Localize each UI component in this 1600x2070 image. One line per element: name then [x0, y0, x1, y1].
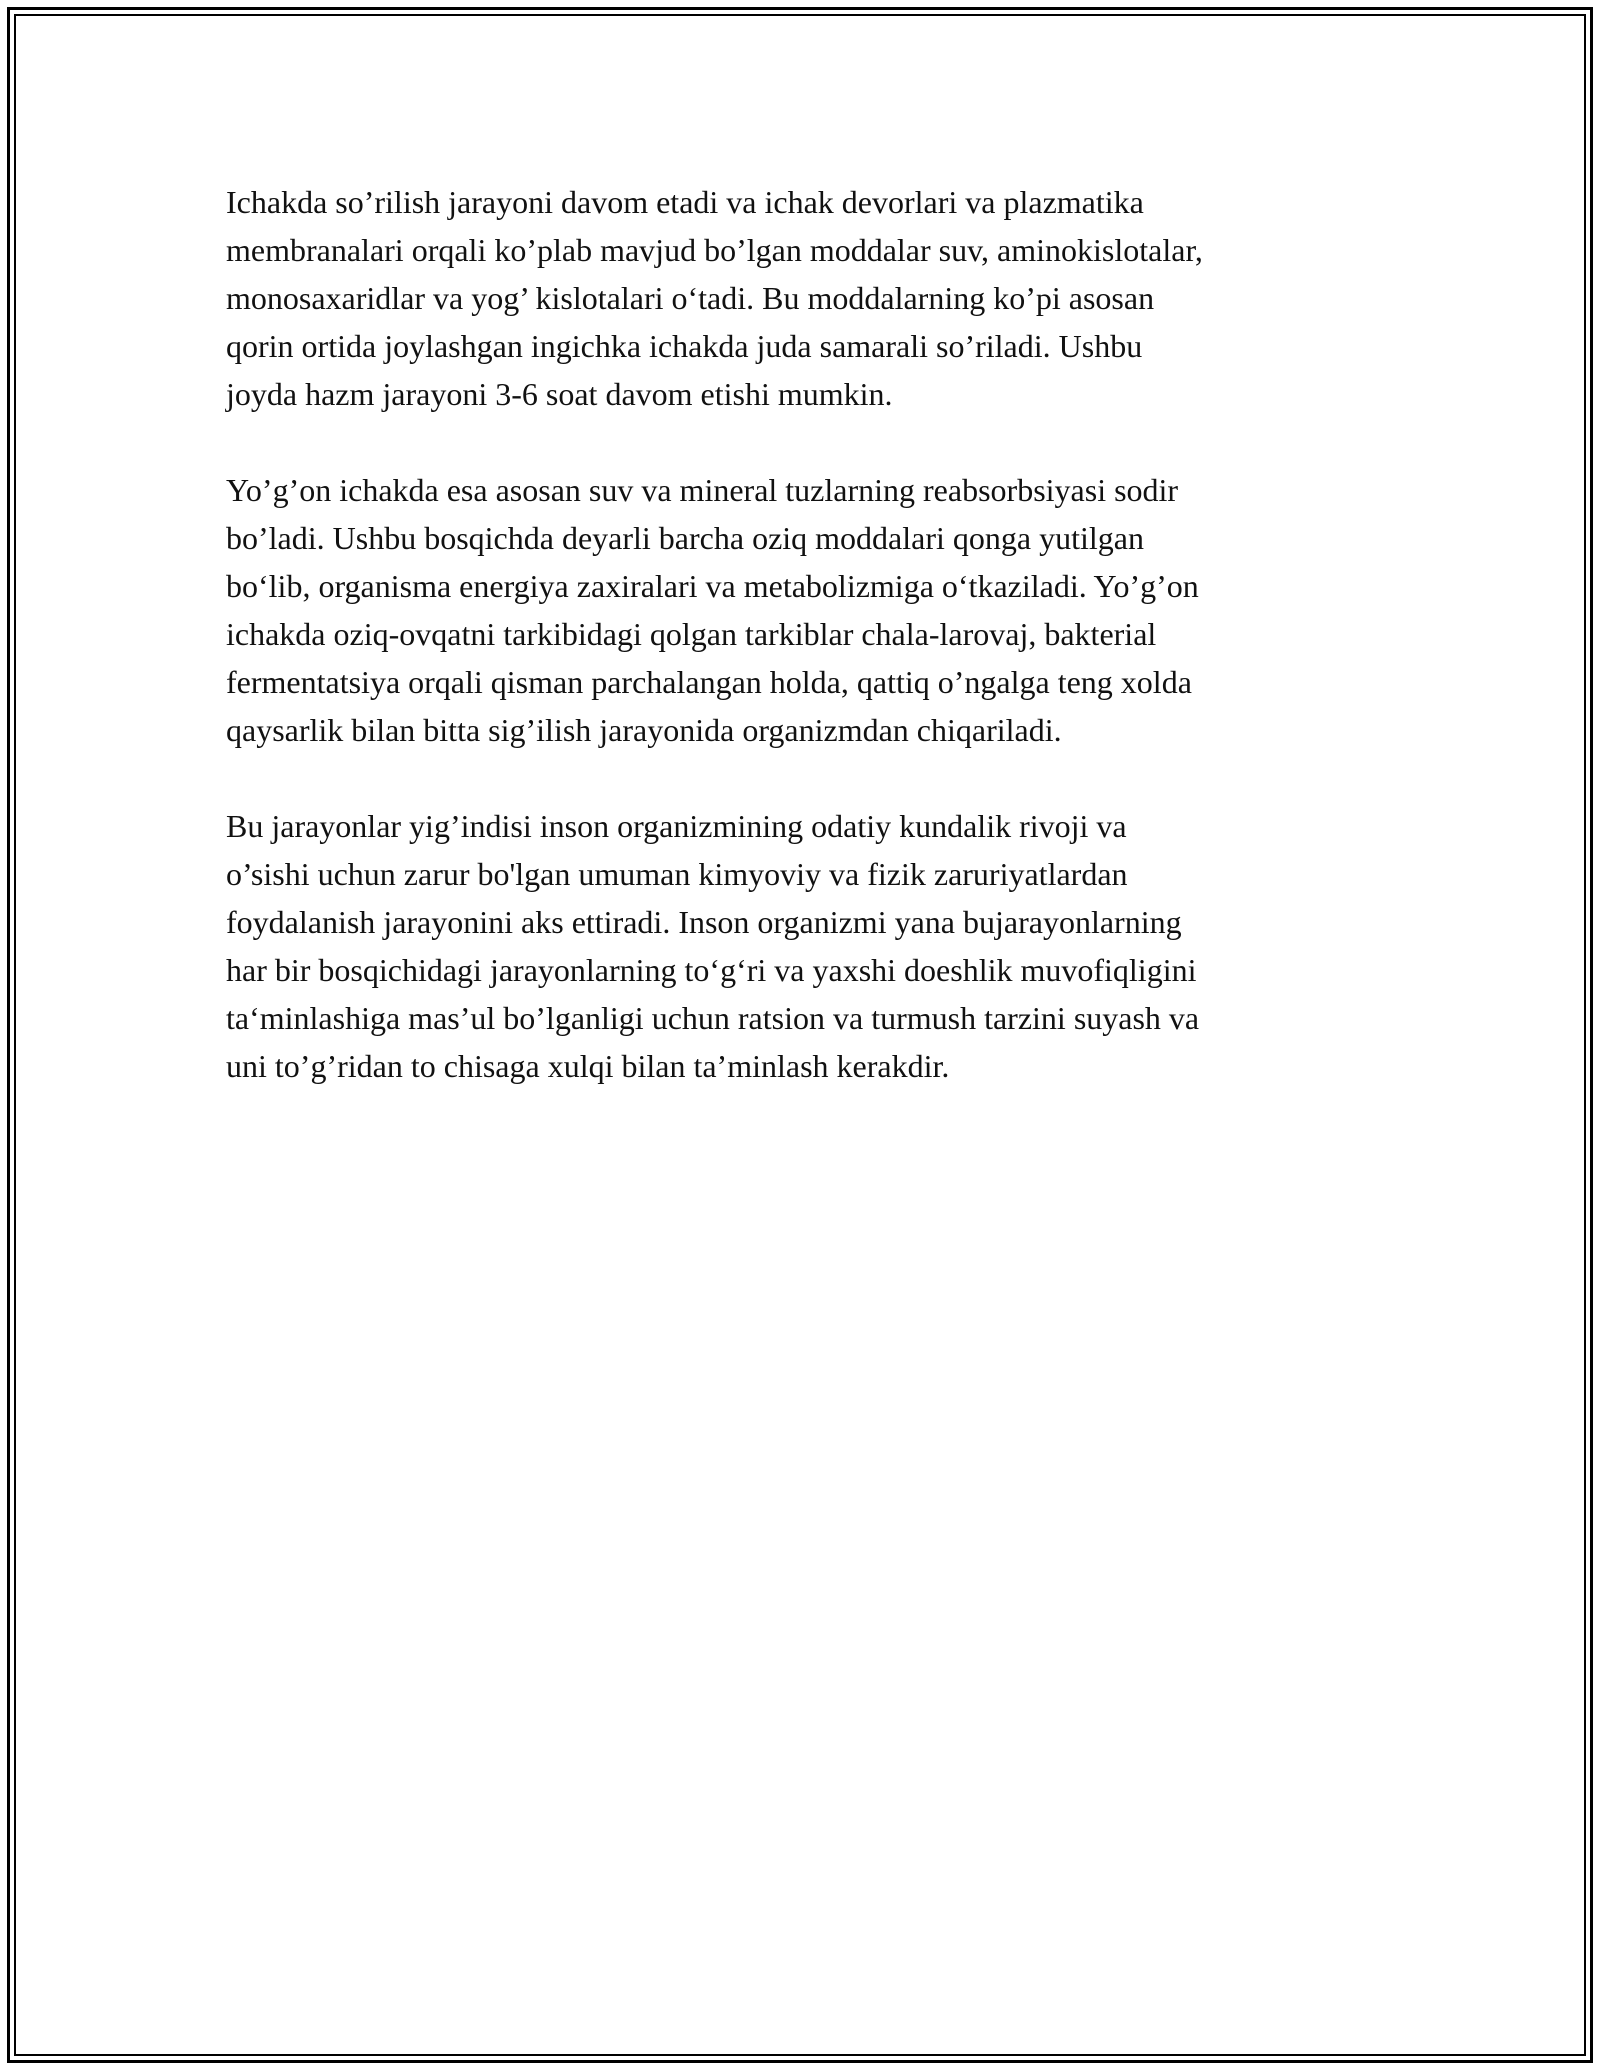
- paragraph-line: ichakda oziq-ovqatni tarkibidagi qolgan tarkiblar chala-larovaj, bakterial: [226, 616, 1157, 652]
- paragraph-line: bo’ladi. Ushbu bosqichda deyarli barcha oziq moddalari qonga yutilgan: [226, 520, 1144, 556]
- paragraph-2: [226, 466, 1386, 754]
- paragraph-line: foydalanish jarayonini aks ettiradi. Inson organizmi yana bujarayonlarning: [226, 904, 1182, 940]
- paragraph-1: [226, 178, 1386, 418]
- paragraph-line: membranalari orqali ko’plab mavjud bo’lgan moddalar suv, aminokislotalar,: [226, 232, 1203, 268]
- paragraph-3: [226, 802, 1386, 1090]
- paragraph-line: Bu jarayonlar yig’indisi inson organizmining odatiy kundalik rivoji va: [226, 808, 1127, 844]
- document-body: [226, 178, 1386, 1138]
- paragraph-line: har bir bosqichidagi jarayonlarning to‘g‘ri va yaxshi doeshlik muvofiqligini: [226, 952, 1197, 988]
- paragraph-line: ta‘minlashiga mas’ul bo’lganligi uchun ratsion va turmush tarzini suyash va: [226, 1000, 1200, 1036]
- paragraph-line: qorin ortida joylashgan ingichka ichakda juda samarali so’riladi. Ushbu: [226, 328, 1143, 364]
- paragraph-line: uni to’g’ridan to chisaga xulqi bilan ta’minlash kerakdir.: [226, 1048, 950, 1084]
- paragraph-line: bo‘lib, organisma energiya zaxiralari va metabolizmiga o‘tkaziladi. Yo’g’on: [226, 568, 1199, 604]
- paragraph-line: joyda hazm jarayoni 3-6 soat davom etishi mumkin.: [226, 376, 893, 412]
- paragraph-line: Ichakda so’rilish jarayoni davom etadi va ichak devorlari va plazmatika: [226, 184, 1144, 220]
- paragraph-line: monosaxaridlar va yog’ kislotalari o‘tadi. Bu moddalarning ko’pi asosan: [226, 280, 1155, 316]
- paragraph-line: qaysarlik bilan bitta sig’ilish jarayonida organizmdan chiqariladi.: [226, 712, 1062, 748]
- paragraph-line: o’sishi uchun zarur bo'lgan umuman kimyoviy va fizik zaruriyatlardan: [226, 856, 1128, 892]
- paragraph-line: Yo’g’on ichakda esa asosan suv va mineral tuzlarning reabsorbsiyasi sodir: [226, 472, 1179, 508]
- paragraph-line: fermentatsiya orqali qisman parchalangan holda, qattiq o’ngalga teng xolda: [226, 664, 1192, 700]
